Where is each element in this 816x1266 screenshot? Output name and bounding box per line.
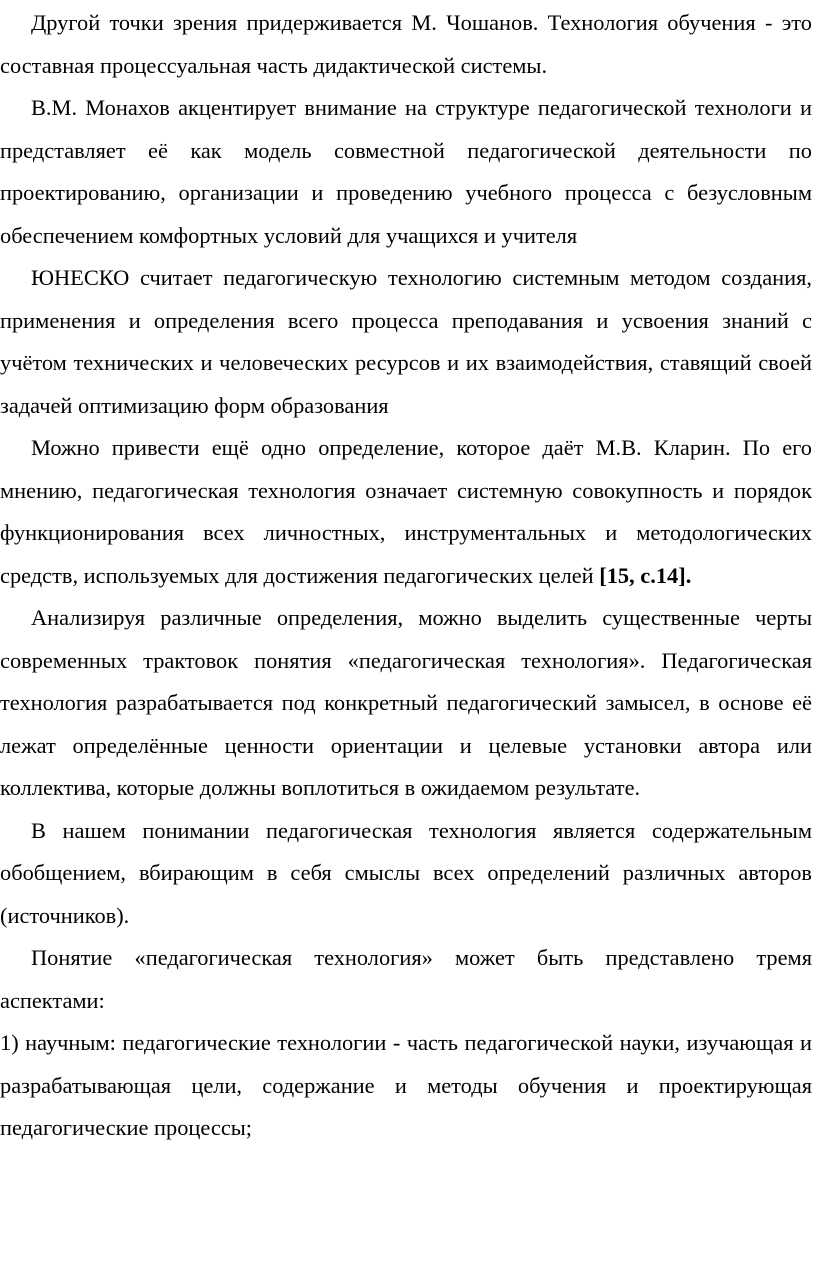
paragraph-clarin-text: Можно привести ещё одно определение, которое даёт М.В. Кларин. По его мнению, педагогическая технология означает системную совокупность и порядок функционирования всех личностных, инструментальных и методологических средств, используемых для достижения педагогических целей xyxy=(0,435,812,588)
paragraph-clarin xyxy=(0,427,812,597)
paragraph-our-understanding: В нашем понимании педагогическая технология является содержательным обобщением, вбирающим в себя смыслы всех определений различных авторов (источников). xyxy=(0,817,812,928)
citation-reference: [15, с.14]. xyxy=(599,562,692,588)
list-item-scientific-aspect: 1) научным: педагогические технологии - часть педагогической науки, изучающая и разрабатывающая цели, содержание и методы обучения и проектирующая педагогические процессы; xyxy=(0,1030,812,1140)
paragraph-monakhov: В.М. Монахов акцентирует внимание на структуре педагогической технологи и представляет её как модель совместной педагогической деятельности по проектированию, организации и проведению учебного процесса с безусловным обеспечением комфортных условий для учащихся и учителя xyxy=(0,95,812,248)
paragraph-analysis: Анализируя различные определения, можно выделить существенные черты современных трактовок понятия «педагогическая технология». Педагогическая технология разрабатывается под конкретный педагогический замысел, в основе её лежат определённые ценности ориентации и целевые установки автора или коллектива, которые должны воплотиться в ожидаемом результате. xyxy=(0,605,812,800)
paragraph-unesco: ЮНЕСКО считает педагогическую технологию системным методом создания, применения и определения всего процесса преподавания и усвоения знаний с учётом технических и человеческих ресурсов и их взаимодействия, ставящий своей задачей оптимизацию форм образования xyxy=(0,265,812,418)
paragraph-aspects-intro: Понятие «педагогическая технология» может быть представлено тремя аспектами: xyxy=(0,945,812,1013)
paragraph-choshanov: Другой точки зрения придерживается М. Чошанов. Технология обучения - это составная процессуальная часть дидактической системы. xyxy=(0,10,812,78)
